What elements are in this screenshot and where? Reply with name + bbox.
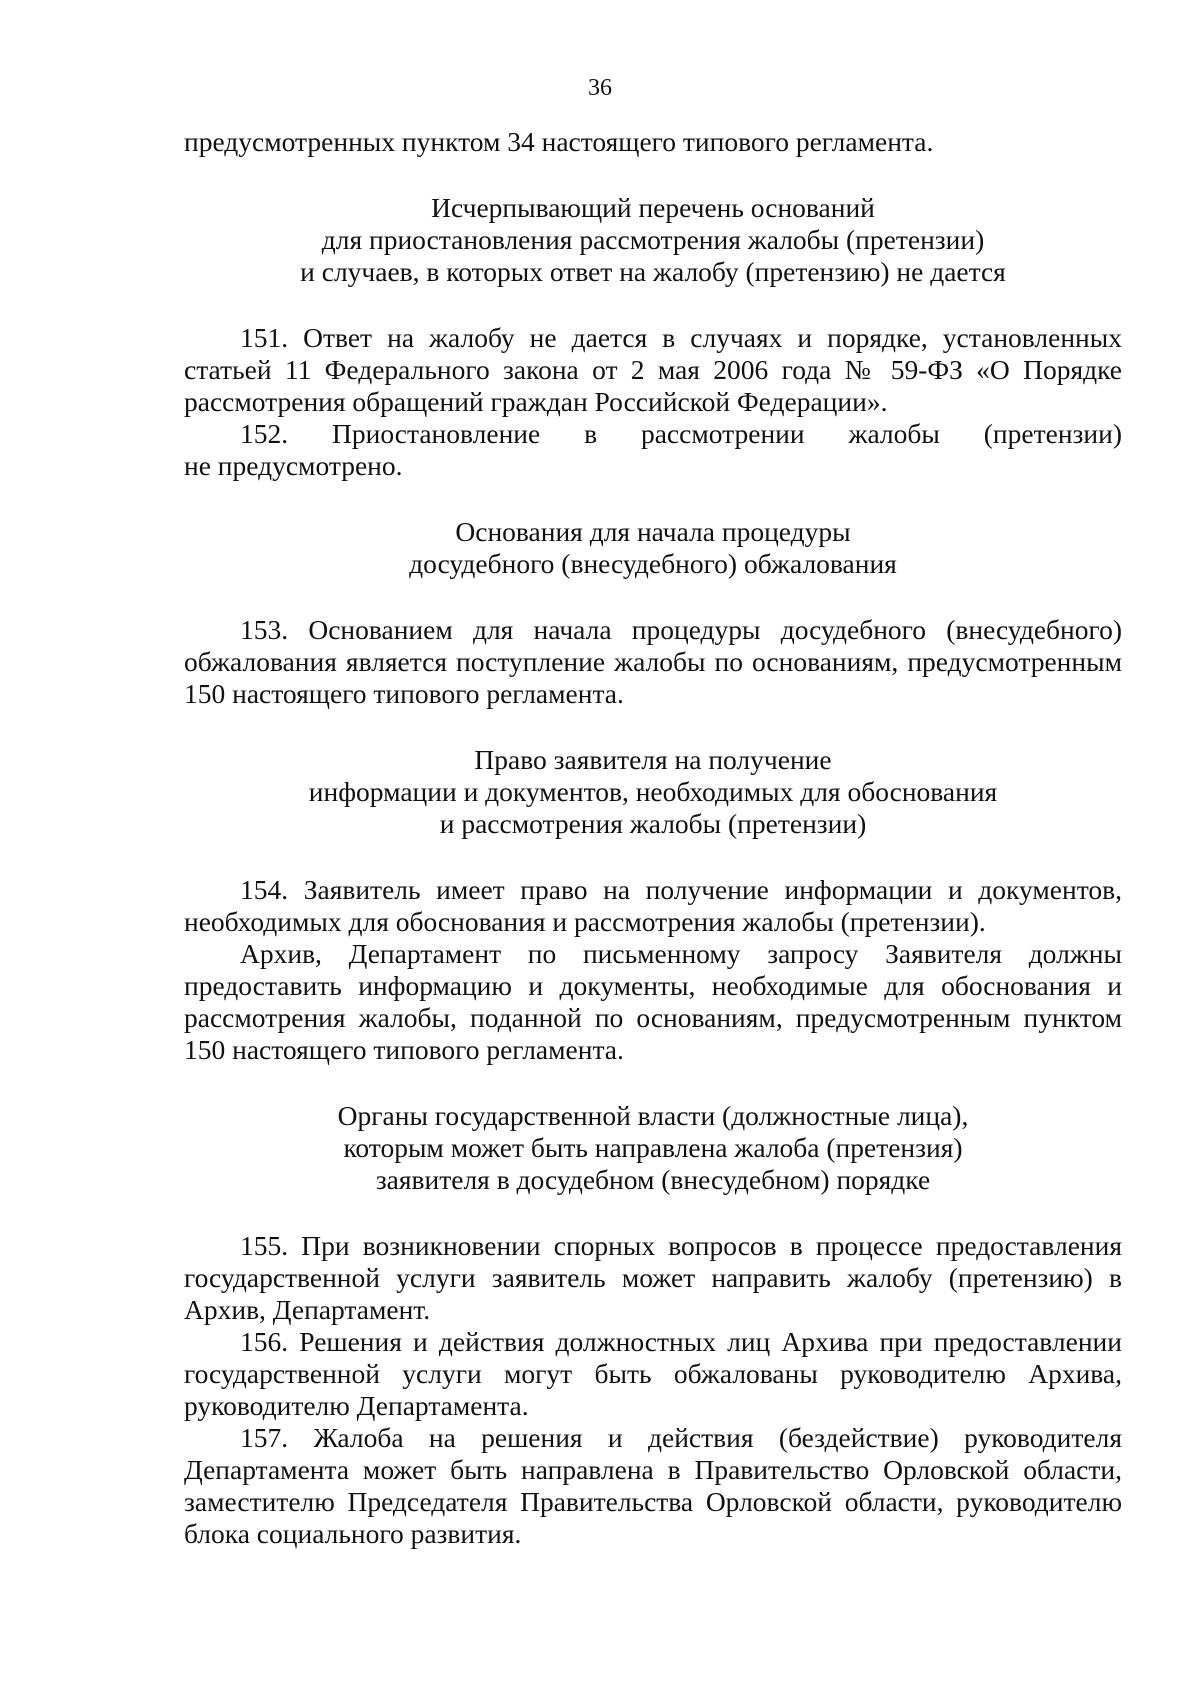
- heading-line: Исчерпывающий перечень оснований: [431, 192, 875, 223]
- paragraph-154: 154. Заявитель имеет право на получение информации и документов, необходимых для обоснования и рассмотрения жалобы (претензии).: [184, 874, 1122, 937]
- section-heading-applicant-rights: [184, 744, 1122, 840]
- heading-line: информации и документов, необходимых для обоснования: [308, 776, 998, 807]
- paragraph-152: [184, 418, 1122, 482]
- paragraph-157: 157. Жалоба на решения и действия (бездействие) руководителя Департамента может быть направлена в Правительство Орловской области, заместителю Председателя Правительства Орловской области, руководителю блока социального развития.: [184, 1422, 1122, 1549]
- paragraph-151: 151. Ответ на жалобу не дается в случаях и порядке, установленных статьей 11 Федерального закона от 2 мая 2006 года № 59-ФЗ «О Порядке рассмотрения обращений граждан Российской Федерации».: [184, 322, 1122, 417]
- section-heading-suspension-grounds: [184, 192, 1122, 288]
- heading-line: заявителя в досудебном (внесудебном) порядке: [375, 1164, 931, 1195]
- heading-line: Основания для начала процедуры: [455, 516, 851, 547]
- heading-line: досудебного (внесудебного) обжалования: [409, 548, 897, 579]
- paragraph-155: 155. При возникновении спорных вопросов в процессе предоставления государственной услуги заявитель может направить жалобу (претензию) в Архив, Департамент.: [184, 1230, 1122, 1325]
- heading-line: для приостановления рассмотрения жалобы (претензии): [321, 224, 985, 255]
- page-number: 36: [588, 75, 612, 101]
- section-heading-appeal-authorities: [184, 1100, 1122, 1196]
- paragraph-152-line-2: не предусмотрено.: [184, 450, 403, 481]
- heading-line: Право заявителя на получение: [474, 744, 832, 775]
- paragraph-156: 156. Решения и действия должностных лиц Архива при предоставлении государственной услуги могут быть обжалованы руководителю Архива, руководителю Департамента.: [184, 1326, 1122, 1421]
- paragraph-154-continued: Архив, Департамент по письменному запросу Заявителя должны предоставить информацию и документы, необходимые для обоснования и рассмотрения жалобы, поданной по основаниям, предусмотренным пунктом 150 настоящего типового регламента.: [184, 938, 1122, 1065]
- section-heading-appeal-grounds: [184, 516, 1122, 580]
- heading-line: и случаев, в которых ответ на жалобу (претензию) не дается: [300, 256, 1006, 287]
- heading-line: которым может быть направлена жалоба (претензия): [343, 1132, 963, 1163]
- heading-line: Органы государственной власти (должностные лица),: [337, 1100, 969, 1131]
- document-body: [184, 126, 1122, 1550]
- heading-line: и рассмотрения жалобы (претензии): [439, 808, 867, 839]
- paragraph-152-line-1: 152. Приостановление в рассмотрении жалобы (претензии): [240, 418, 1122, 449]
- paragraph-153: 153. Основанием для начала процедуры досудебного (внесудебного) обжалования является поступление жалобы по основаниям, предусмотренным 150 настоящего типового регламента.: [184, 614, 1122, 709]
- paragraph-continuation: предусмотренных пунктом 34 настоящего типового регламента.: [184, 126, 934, 157]
